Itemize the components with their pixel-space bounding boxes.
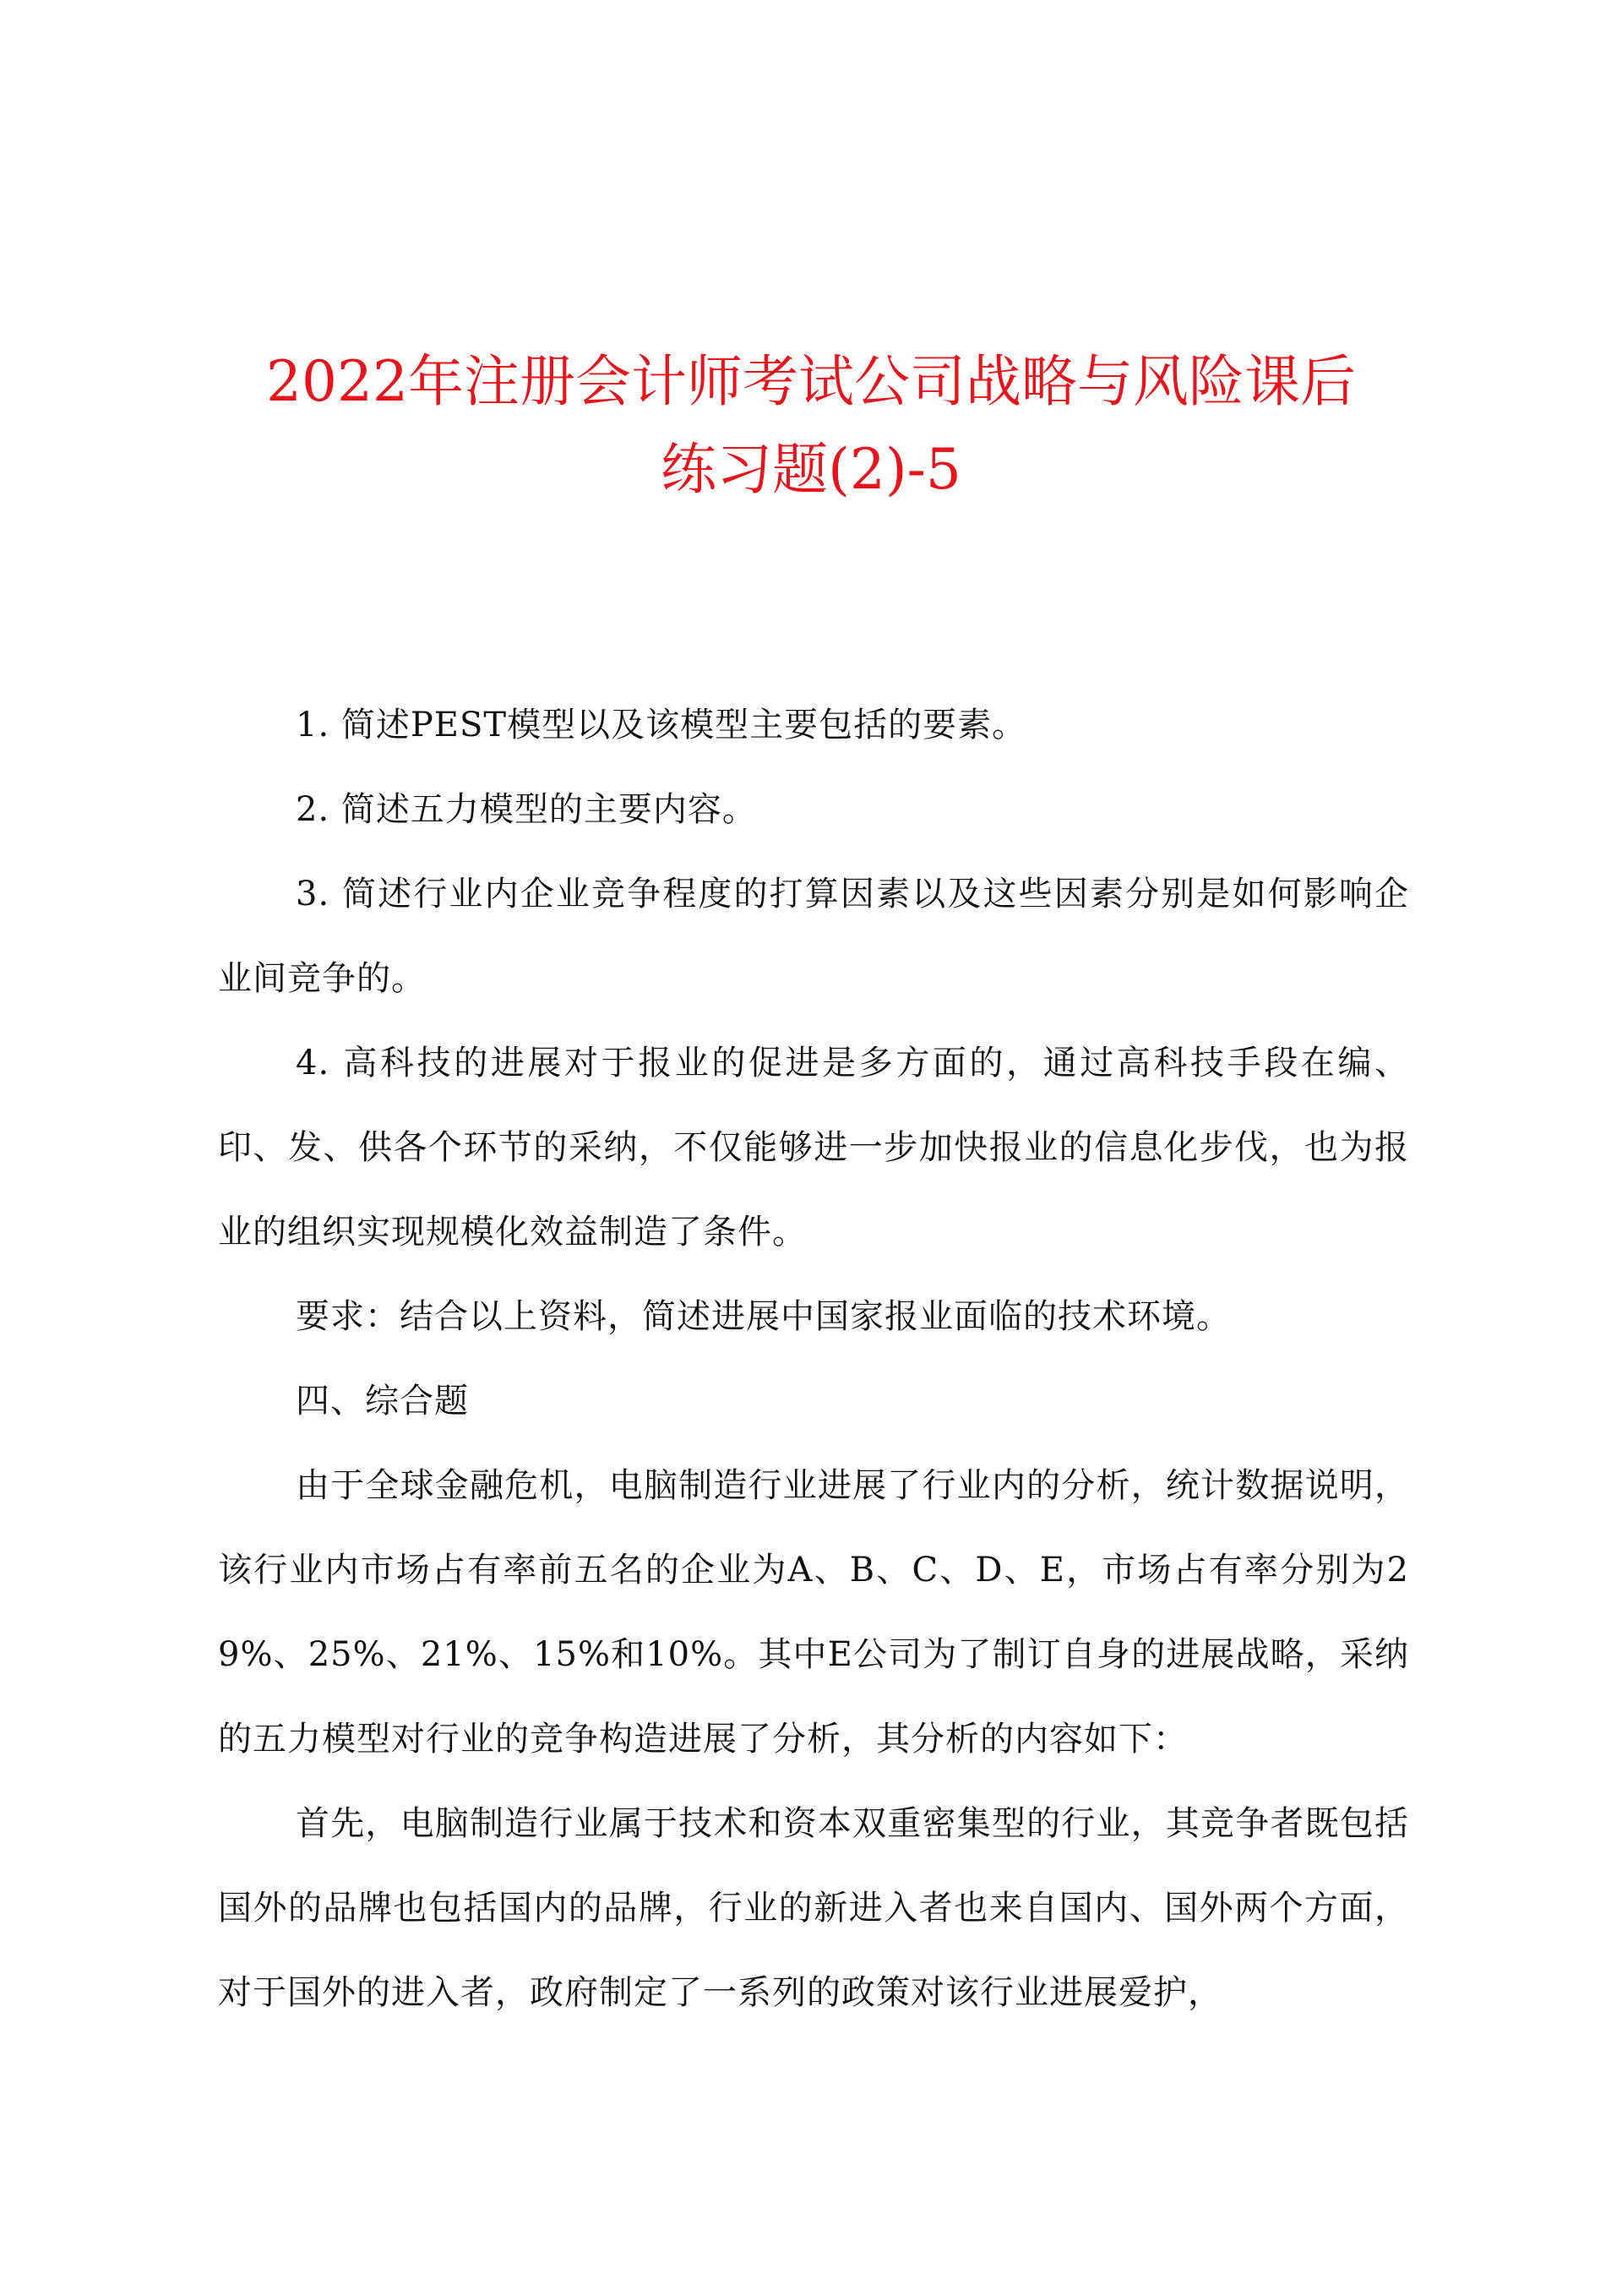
document-body — [218, 683, 1409, 2035]
section-heading: 四、综合题 — [296, 1382, 469, 1421]
title-line-1: 2022年注册会计师考试公司战略与风险课后 — [266, 349, 1356, 414]
case-paragraph-2: 首先，电脑制造行业属于技术和资本双重密集型的行业，其竞争者既包括国外的品牌也包括国内的品牌，行业的新进入者也来自国内、国外两个方面，对于国外的进入者，政府制定了一系列的政策对该行业进展爱护， — [218, 1804, 1409, 2012]
document-title — [203, 338, 1419, 514]
case-paragraph-1: 由于全球金融危机，电脑制造行业进展了行业内的分析，统计数据说明，该行业内市场占有率前五名的企业为A、B、C、D、E，市场占有率分别为29%、25%、21%、15%和10%。其中E公司为了制订自身的进展战略，采纳的五力模型对行业的竞争构造进展了分析，其分析的内容如下： — [218, 1466, 1409, 1759]
title-line-2: 练习题(2)-5 — [661, 437, 961, 502]
question-1: 1. 简述PEST模型以及该模型主要包括的要素。 — [296, 706, 1027, 744]
question-4-requirement: 要求：结合以上资料，简述进展中国家报业面临的技术环境。 — [296, 1297, 1231, 1336]
question-4: 4. 高科技的进展对于报业的促进是多方面的，通过高科技手段在编、印、发、供各个环节的采纳，不仅能够进一步加快报业的信息化步伐，也为报业的组织实现规模化效益制造了条件。 — [218, 1044, 1409, 1252]
question-2: 2. 简述五力模型的主要内容。 — [296, 790, 757, 829]
question-3: 3. 简述行业内企业竞争程度的打算因素以及这些因素分别是如何影响企业间竞争的。 — [218, 875, 1409, 998]
